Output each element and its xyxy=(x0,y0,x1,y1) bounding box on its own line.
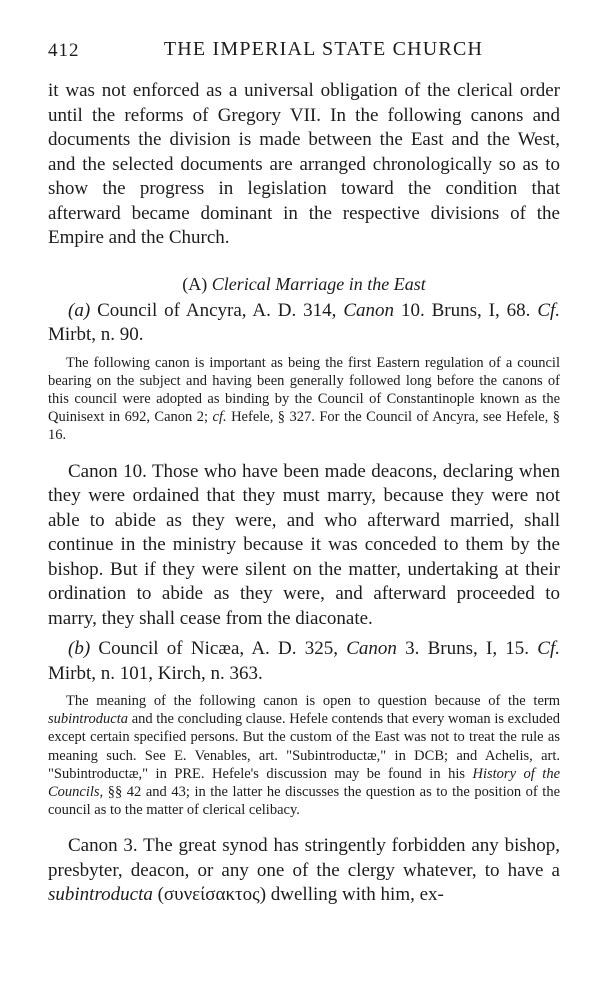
intro-paragraph: it was not enforced as a universal obligation of the clerical order until the reforms of Gregory VII. In the following canons and documents the division is made between the East and the West, and the selected documents are arranged chronologically so as to show the progress in legislation toward the condition that afterward became dominant in the respective divisions of the Empire and the Church. xyxy=(48,80,560,248)
doc-b-cf: Cf. xyxy=(537,638,560,660)
canon-3-greek: (συνείσακτος) xyxy=(157,884,267,906)
canon-3-text xyxy=(48,834,560,908)
document-a-note xyxy=(48,354,560,445)
document-b-note xyxy=(48,692,560,819)
canon-3-text1: Canon 3. The great synod has stringently forbidden any bishop, presbyter, deacon, or any one of the clergy whatever, to have a xyxy=(48,835,560,881)
doc-b-note-term: subintroducta xyxy=(48,711,129,728)
doc-a-note-cf: cf. xyxy=(212,409,227,426)
canon-3-text2: dwelling with him, ex- xyxy=(270,884,444,906)
section-prefix: (A) xyxy=(182,273,208,294)
document-b-citation xyxy=(48,637,560,686)
page-body xyxy=(48,79,560,908)
doc-b-text1: Council of Nicæa, A. D. 325, xyxy=(98,638,338,660)
doc-b-note3: §§ 42 and 43; in the latter he discusses the question as to the position of the council as to the matter of clerical celibacy. xyxy=(48,784,561,819)
doc-a-text2: 10. Bruns, I, 68. xyxy=(400,299,531,321)
doc-b-canon: Canon xyxy=(346,638,397,660)
doc-b-note2: and the concluding clause. Hefele contends that every woman is excluded except certain specified persons. But the custom of the East was not to treat the rule as meaning such. See E. Venables, art. "Subintroductæ," in DCB; and Achelis, art. "Subintroductæ," in PRE. Hefele's discussion may be found in his xyxy=(48,711,560,782)
section-heading xyxy=(48,272,560,296)
doc-b-text3: Mirbt, n. 101, Kirch, n. 363. xyxy=(48,662,263,684)
doc-b-note-book: History of the Councils, xyxy=(48,765,561,801)
page-number: 412 xyxy=(48,40,80,61)
page-header xyxy=(48,38,559,64)
doc-a-note2: Hefele, § 327. For the Council of Ancyra, see Hefele, § 16. xyxy=(48,409,560,444)
canon-3-term: subintroducta xyxy=(48,884,153,906)
doc-a-label: (a) xyxy=(68,299,91,321)
doc-a-note1: The following canon is important as being the first Eastern regulation of a council bearing on the subject and having been generally followed long before the canons of this council were adopted as binding by the Council of Constantinople known as the Quinisext in 692, Canon 2; xyxy=(48,354,560,426)
doc-b-note1: The meaning of the following canon is open to question because of the term xyxy=(66,693,560,710)
doc-a-cf: Cf. xyxy=(537,299,561,321)
running-title: THE IMPERIAL STATE CHURCH xyxy=(163,38,484,60)
doc-a-text3: Mirbt, n. 90. xyxy=(48,324,144,345)
doc-b-label: (b) xyxy=(68,638,91,660)
canon-10-text: Canon 10. Those who have been made deacons, declaring when they were ordained that they must marry, because they were not able to abide as they were, and who afterward married, shall continue in the ministry because it was conceded to them by the bishop. But if they were silent on the matter, undertaking at their ordination to abide as they were, and afterward proceeded to marry, they shall cease from the diaconate. xyxy=(48,460,560,629)
section-title-text: Clerical Marriage in the East xyxy=(211,273,426,294)
document-a-citation xyxy=(48,299,560,348)
doc-a-text1: Council of Ancyra, A. D. 314, xyxy=(97,299,337,321)
doc-a-canon: Canon xyxy=(343,299,395,321)
doc-b-text2: 3. Bruns, I, 15. xyxy=(405,638,530,660)
